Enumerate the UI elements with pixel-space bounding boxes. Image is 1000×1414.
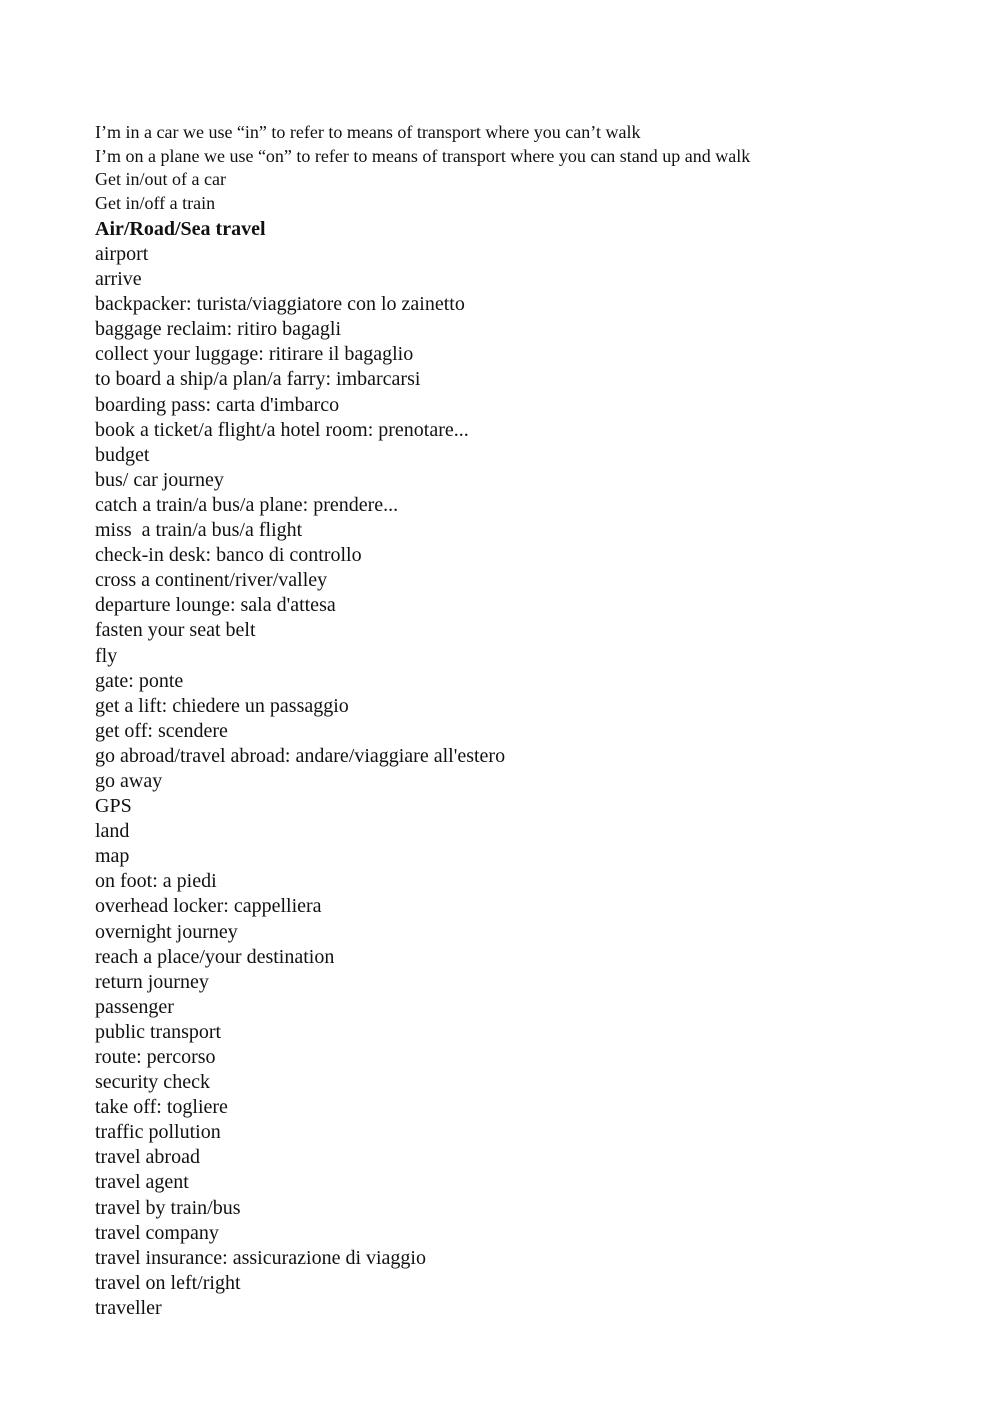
vocabulary-item: collect your luggage: ritirare il bagaglio [95, 343, 414, 366]
vocabulary-item: baggage reclaim: ritiro bagagli [95, 318, 342, 341]
vocabulary-item: fly [95, 644, 118, 667]
intro-line: Get in/off a train [95, 192, 216, 213]
vocabulary-item: GPS [95, 795, 132, 818]
vocabulary-item: miss a train/a bus/a flight [95, 519, 303, 542]
vocabulary-item: fasten your seat belt [95, 619, 256, 642]
intro-line: Get in/out of a car [95, 169, 226, 189]
vocabulary-item: to board a ship/a plan/a farry: imbarcarsi [95, 368, 421, 391]
vocabulary-item: on foot: a piedi [95, 870, 217, 893]
vocabulary-item: get a lift: chiedere un passaggio [95, 694, 349, 717]
vocabulary-item: take off: togliere [95, 1096, 228, 1119]
vocabulary-item: overhead locker: cappelliera [95, 895, 322, 918]
vocabulary-item: catch a train/a bus/a plane: prendere... [95, 493, 399, 516]
vocabulary-item: passenger [95, 995, 174, 1018]
vocabulary-item: check-in desk: banco di controllo [95, 544, 362, 567]
vocabulary-item: go abroad/travel abroad: andare/viaggiare all'estero [95, 744, 506, 767]
vocabulary-item: boarding pass: carta d'imbarco [95, 393, 340, 416]
intro-line: I’m in a car we use “in” to refer to means of transport where you can’t walk [95, 122, 641, 142]
vocabulary-item: backpacker: turista/viaggiatore con lo zainetto [95, 293, 465, 316]
vocabulary-item: return journey [95, 970, 209, 993]
intro-line: I’m on a plane we use “on” to refer to means of transport where you can stand up and walk [95, 145, 751, 166]
vocabulary-item: cross a continent/river/valley [95, 569, 328, 592]
vocabulary-item: bus/ car journey [95, 468, 224, 491]
vocabulary-item: security check [95, 1071, 210, 1094]
vocabulary-item: traffic pollution [95, 1121, 221, 1144]
vocabulary-item: reach a place/your destination [95, 945, 335, 968]
vocabulary-item: departure lounge: sala d'attesa [95, 594, 336, 617]
vocabulary-item: route: percorso [95, 1046, 216, 1068]
vocabulary-list [95, 242, 955, 1321]
vocabulary-item: airport [95, 243, 149, 265]
vocabulary-item: map [95, 845, 130, 868]
vocabulary-item: travel abroad [95, 1146, 200, 1169]
vocabulary-item: gate: ponte [95, 669, 184, 692]
vocabulary-item: travel agent [95, 1171, 189, 1194]
document-page [95, 121, 955, 1321]
vocabulary-item: overnight journey [95, 920, 238, 943]
vocabulary-item: travel company [95, 1221, 219, 1244]
vocabulary-item: traveller [95, 1296, 162, 1319]
vocabulary-item: budget [95, 443, 150, 466]
vocabulary-item: travel insurance: assicurazione di viaggio [95, 1246, 426, 1269]
vocabulary-item: go away [95, 769, 163, 792]
vocabulary-item: arrive [95, 268, 142, 291]
vocabulary-item: public transport [95, 1020, 222, 1043]
vocabulary-item: travel by train/bus [95, 1196, 241, 1219]
vocabulary-item: get off: scendere [95, 719, 228, 742]
vocabulary-item: land [95, 820, 130, 843]
vocabulary-item: book a ticket/a flight/a hotel room: prenotare... [95, 418, 469, 441]
section-heading: Air/Road/Sea travel [95, 218, 266, 240]
vocabulary-item: travel on left/right [95, 1271, 241, 1294]
intro-block [95, 121, 955, 215]
